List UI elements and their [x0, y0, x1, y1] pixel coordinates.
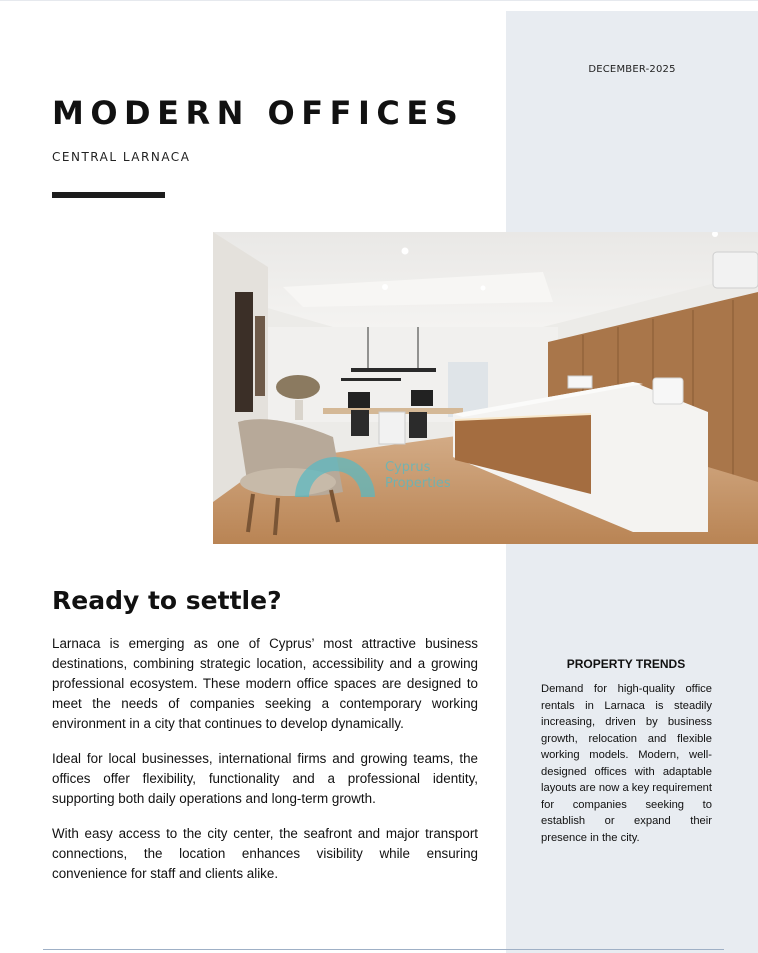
section-heading: Ready to settle? — [52, 586, 282, 615]
page-title: MODERN OFFICES — [52, 94, 465, 132]
watermark-line-1: Cyprus — [385, 460, 431, 475]
office-interior-photo — [213, 232, 758, 544]
watermark-line-2: Properties — [385, 476, 451, 491]
property-trends-text: Demand for high-quality office rentals in Larnaca is steadily increasing, driven by business growth, relocation and flexible working models. Modern, well-designed offices with adaptable layouts are now a key requirement for companies seeking to establish or expand their presence in the city. — [541, 683, 713, 844]
top-rule — [0, 0, 758, 1]
body-paragraph: Larnaca is emerging as one of Cyprus’ most attractive business destinations, combining strategic location, accessibility and a growing professional ecosystem. These modern office spaces are designed to meet the needs of companies seeking a contemporary working environment in a city that continues to develop dynamically. — [52, 636, 478, 731]
body-paragraph: With easy access to the city center, the seafront and major transport connections, the location enhances visibility while ensuring convenience for staff and clients alike. — [52, 826, 478, 881]
page-subtitle: CENTRAL LARNACA — [52, 150, 191, 164]
issue-date: DECEMBER-2025 — [588, 64, 676, 75]
accent-bar — [52, 192, 165, 198]
bottom-rule — [43, 949, 724, 950]
property-trends-heading: PROPERTY TRENDS — [566, 657, 686, 671]
watermark — [385, 460, 451, 492]
body-text — [52, 634, 478, 899]
body-paragraph: Ideal for local businesses, international firms and growing teams, the offices offer flexibility, functionality and a professional identity, supporting both daily operations and long-term growth. — [52, 751, 478, 806]
